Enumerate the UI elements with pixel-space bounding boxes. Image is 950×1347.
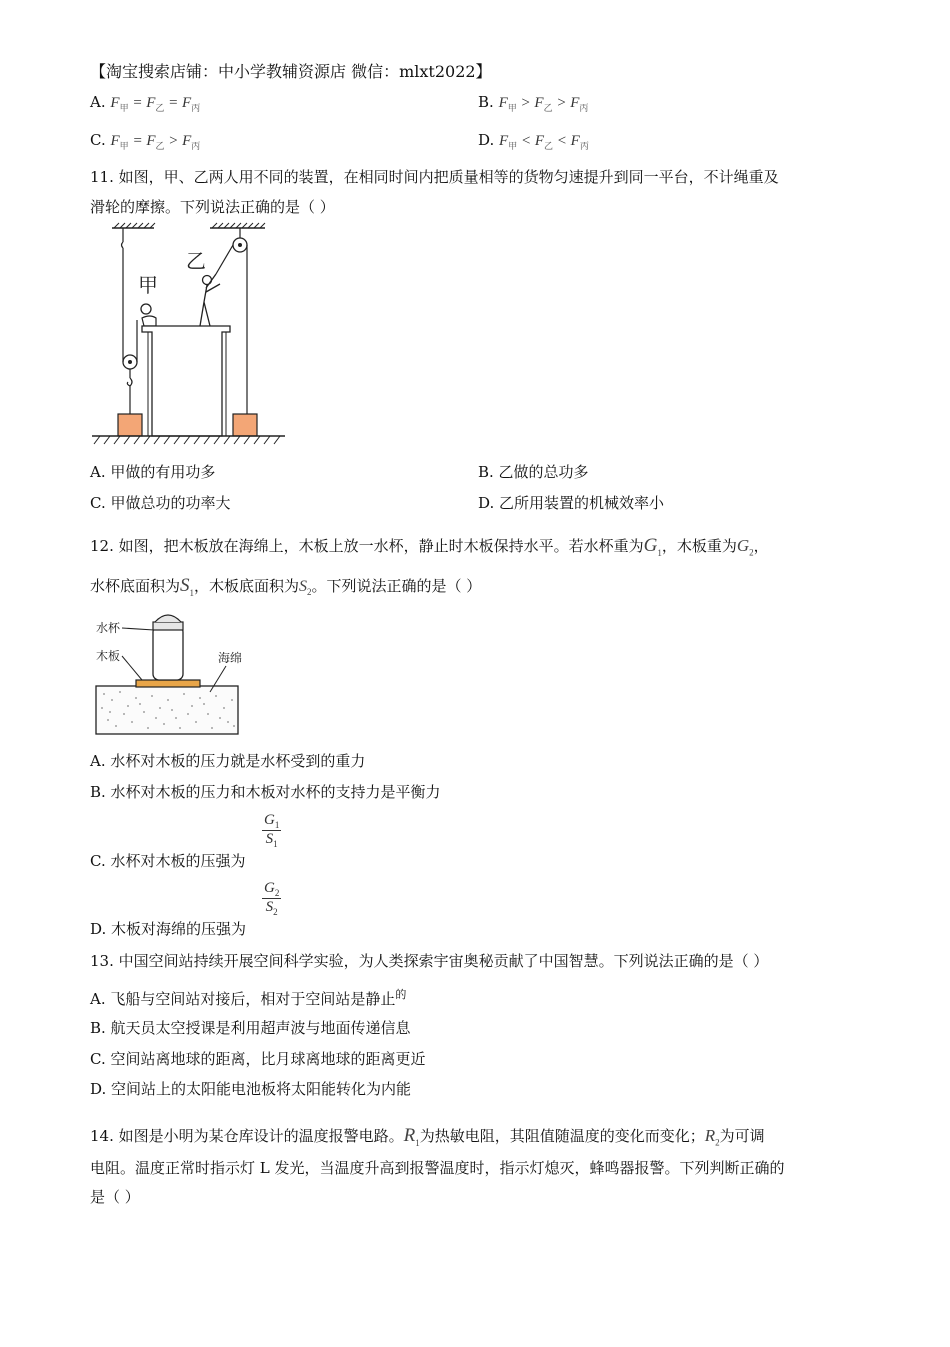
q13-stem: 13. 中国空间站持续开展空间科学实验，为人类探索宇宙奥秘贡献了中国智慧。下列说法正确的是（ ） <box>90 952 769 970</box>
q12-option-c: C. 水杯对木板的压强为 <box>90 852 246 870</box>
cargo-box-left <box>118 414 142 436</box>
formula: $F_甲 > F_乙 > F_丙$ <box>498 95 589 113</box>
label-yi: 乙 <box>186 249 206 273</box>
q13-option-d: D. 空间站上的太阳能电池板将太阳能转化为内能 <box>90 1080 412 1098</box>
label-cup: 水杯 <box>96 621 121 635</box>
q12-fraction-c: $\frac{G_1}{S_1}$ <box>264 812 280 849</box>
option-label: B. <box>478 93 494 111</box>
option-label: C. <box>90 131 106 149</box>
q13-option-c: C. 空间站离地球的距离，比月球离地球的距离更近 <box>90 1050 426 1068</box>
q12-option-d: D. 木板对海绵的压强为 <box>90 920 247 938</box>
q11-option-b: B. 乙做的总功多 <box>478 463 589 481</box>
q12-stem-line2: 水杯底面积为$S_1$，木板底面积为$S_2$。下列说法正确的是（ ） <box>90 575 482 598</box>
q12-sponge-figure <box>92 608 242 738</box>
q13-option-a: A. 飞船与空间站对接后，相对于空间站是静止$^的$ <box>90 988 407 1008</box>
q10-option-c <box>90 131 200 152</box>
q12-stem-line1: 12. 如图，把木板放在海绵上，木板上放一水杯，静止时木板保持水平。若水杯重为$G_1$，木板重为$G_2$， <box>90 535 769 558</box>
cargo-box-right <box>233 414 257 436</box>
q10-option-b <box>478 93 588 114</box>
q12-fraction-d: $\frac{G_2}{S_2}$ <box>264 880 280 917</box>
q11-pulley-figure <box>90 222 290 450</box>
formula: $F_甲 = F_乙 > F_丙$ <box>110 133 201 151</box>
q11-stem-line1: 11. 如图，甲、乙两人用不同的装置，在相同时间内把质量相等的货物匀速提升到同一平台，不计绳重及 <box>90 168 779 186</box>
q10-option-a <box>90 93 200 114</box>
q10-option-d <box>478 131 589 152</box>
q11-option-d: D. 乙所用装置的机械效率小 <box>478 494 665 512</box>
label-board: 木板 <box>96 649 121 663</box>
option-label: D. <box>478 131 495 149</box>
option-label: A. <box>90 93 106 111</box>
q12-option-a: A. 水杯对木板的压力就是水杯受到的重力 <box>90 752 366 770</box>
water-cup <box>153 626 183 680</box>
q14-stem-line3: 是（ ） <box>90 1188 140 1206</box>
q14-stem-line2: 电阻。温度正常时指示灯 L 发光，当温度升高到报警温度时，指示灯熄灭，蜂鸣器报警。下列判断正确的 <box>90 1159 785 1177</box>
q11-stem-line2: 滑轮的摩擦。下列说法正确的是（ ） <box>90 198 335 216</box>
formula: $F_甲 < F_乙 < F_丙$ <box>499 133 589 151</box>
q13-option-b: B. 航天员太空授课是利用超声波与地面传递信息 <box>90 1019 411 1037</box>
wooden-board <box>136 680 200 687</box>
q11-option-a: A. 甲做的有用功多 <box>90 463 216 481</box>
label-sponge: 海绵 <box>218 651 242 665</box>
header-banner: 【淘宝搜索店铺：中小学教辅资源店 微信：mlxt2022】 <box>90 62 492 81</box>
label-jia: 甲 <box>138 273 158 297</box>
q12-option-b: B. 水杯对木板的压力和木板对水杯的支持力是平衡力 <box>90 783 441 801</box>
q14-stem-line1: 14. 如图是小明为某仓库设计的温度报警电路。$R_1$为热敏电阻，其阻值随温度的变化而变化；$R_2$为可调 <box>90 1125 765 1148</box>
formula: $F_甲 = F_乙 = F_丙$ <box>110 95 201 113</box>
q11-option-c: C. 甲做总功的功率大 <box>90 494 231 512</box>
